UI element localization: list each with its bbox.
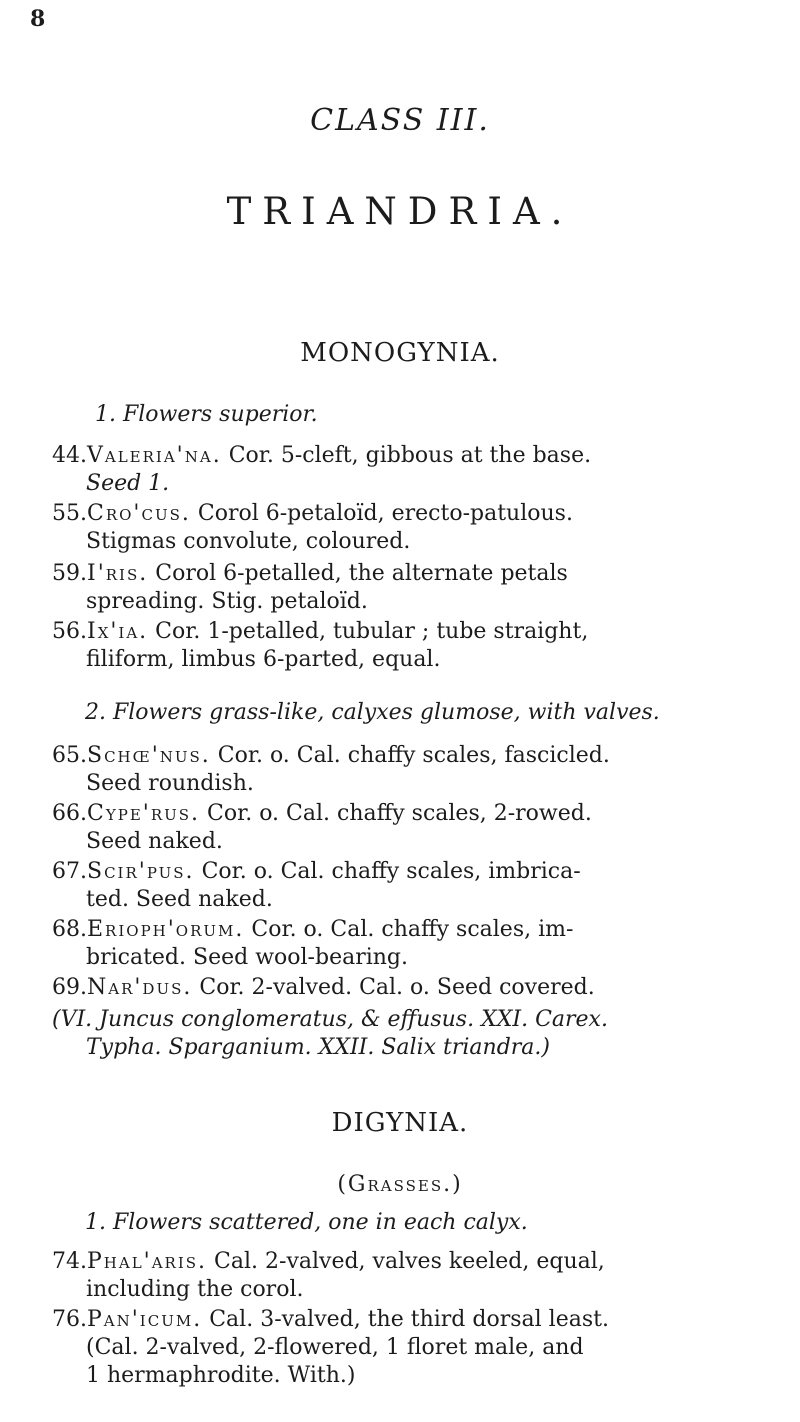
entry-number: 74. — [52, 1249, 87, 1274]
cross-reference-note-line-2: Typha. Sparganium. XXII. Salix triandra.) — [86, 1035, 550, 1060]
entry-number: 67. — [52, 859, 87, 884]
genus-name: Schœ'nus. — [87, 743, 211, 768]
list-item — [52, 618, 787, 674]
subheading-flowers-scattered: 1. Flowers scattered, one in each calyx. — [85, 1210, 528, 1235]
class-title: CLASS III. — [310, 103, 490, 138]
entry-continuation: Seed naked. — [86, 829, 223, 854]
entry-number: 59. — [52, 561, 87, 586]
entry-continuation: filiform, limbus 6-parted, equal. — [86, 647, 441, 672]
list-item — [52, 800, 787, 856]
entry-description: Corol 6-petaloïd, erecto-patulous. — [197, 501, 573, 526]
entry-continuation: ted. Seed naked. — [86, 887, 273, 912]
entry-description: Cor. o. Cal. chaffy scales, im- — [251, 917, 574, 942]
monogynia-title: MONOGYNIA. — [300, 338, 500, 368]
grasses-subtitle: (Grasses.) — [337, 1172, 463, 1197]
section-heading: TRIANDRIA. — [226, 190, 574, 233]
cross-reference-note-line-1: (VI. Juncus conglomeratus, & effusus. XXI. Carex. — [52, 1007, 608, 1032]
list-item — [52, 442, 787, 498]
entry-description: Cor. o. Cal. chaffy scales, fascicled. — [217, 743, 610, 768]
list-item — [52, 560, 787, 616]
entry-number: 56. — [52, 619, 87, 644]
entry-number: 76. — [52, 1307, 87, 1332]
genus-name: Ix'ia. — [87, 619, 149, 644]
entry-description: Cal. 3-valved, the third dorsal least. — [209, 1307, 609, 1332]
entry-number: 68. — [52, 917, 87, 942]
list-item — [52, 974, 787, 1002]
genus-name: Scir'pus. — [87, 859, 195, 884]
subheading-grass-like: 2. Flowers grass-like, calyxes glumose, with valves. — [85, 700, 660, 725]
genus-name: Pan'icum. — [87, 1307, 203, 1332]
entry-description: Cor. 2-valved. Cal. o. Seed covered. — [199, 975, 595, 1000]
genus-name: I'ris. — [87, 561, 149, 586]
entry-number: 44. — [52, 443, 87, 468]
entry-continuation: Stigmas convolute, coloured. — [86, 529, 411, 554]
genus-name: Nar'dus. — [87, 975, 193, 1000]
entry-continuation: Seed 1. — [86, 471, 170, 496]
entry-continuation: including the corol. — [86, 1277, 304, 1302]
digynia-title: DIGYNIA. — [331, 1108, 469, 1138]
entry-continuation: Seed roundish. — [86, 771, 254, 796]
entry-continuation: bricated. Seed wool-bearing. — [86, 945, 408, 970]
entry-number: 66. — [52, 801, 87, 826]
entry-description: Cor. 5-cleft, gibbous at the base. — [228, 443, 592, 468]
genus-name: Valeria'na. — [87, 443, 222, 468]
list-item — [52, 916, 787, 972]
entry-description: Cor. o. Cal. chaffy scales, imbrica- — [201, 859, 581, 884]
entry-continuation: 1 hermaphrodite. With.) — [86, 1363, 356, 1388]
entry-number: 65. — [52, 743, 87, 768]
entry-description: Cor. o. Cal. chaffy scales, 2-rowed. — [207, 801, 592, 826]
entry-description: Cor. 1-petalled, tubular ; tube straight, — [155, 619, 589, 644]
genus-name: Phal'aris. — [87, 1249, 208, 1274]
list-item — [52, 742, 787, 798]
entry-number: 69. — [52, 975, 87, 1000]
genus-name: Cype'rus. — [87, 801, 201, 826]
entry-description: Cal. 2-valved, valves keeled, equal, — [214, 1249, 605, 1274]
entry-continuation: spreading. Stig. petaloïd. — [86, 589, 368, 614]
list-item — [52, 858, 787, 914]
entry-description: Corol 6-petalled, the alternate petals — [155, 561, 568, 586]
list-item — [52, 1306, 787, 1390]
genus-name: Cro'cus. — [87, 501, 191, 526]
subheading-flowers-superior: 1. Flowers superior. — [95, 402, 318, 427]
entry-continuation: (Cal. 2-valved, 2-flowered, 1 floret male, and — [86, 1335, 584, 1360]
list-item — [52, 500, 787, 556]
genus-name: Erioph'orum. — [87, 917, 245, 942]
entry-number: 55. — [52, 501, 87, 526]
page-number: 8 — [30, 6, 46, 32]
list-item — [52, 1248, 787, 1304]
